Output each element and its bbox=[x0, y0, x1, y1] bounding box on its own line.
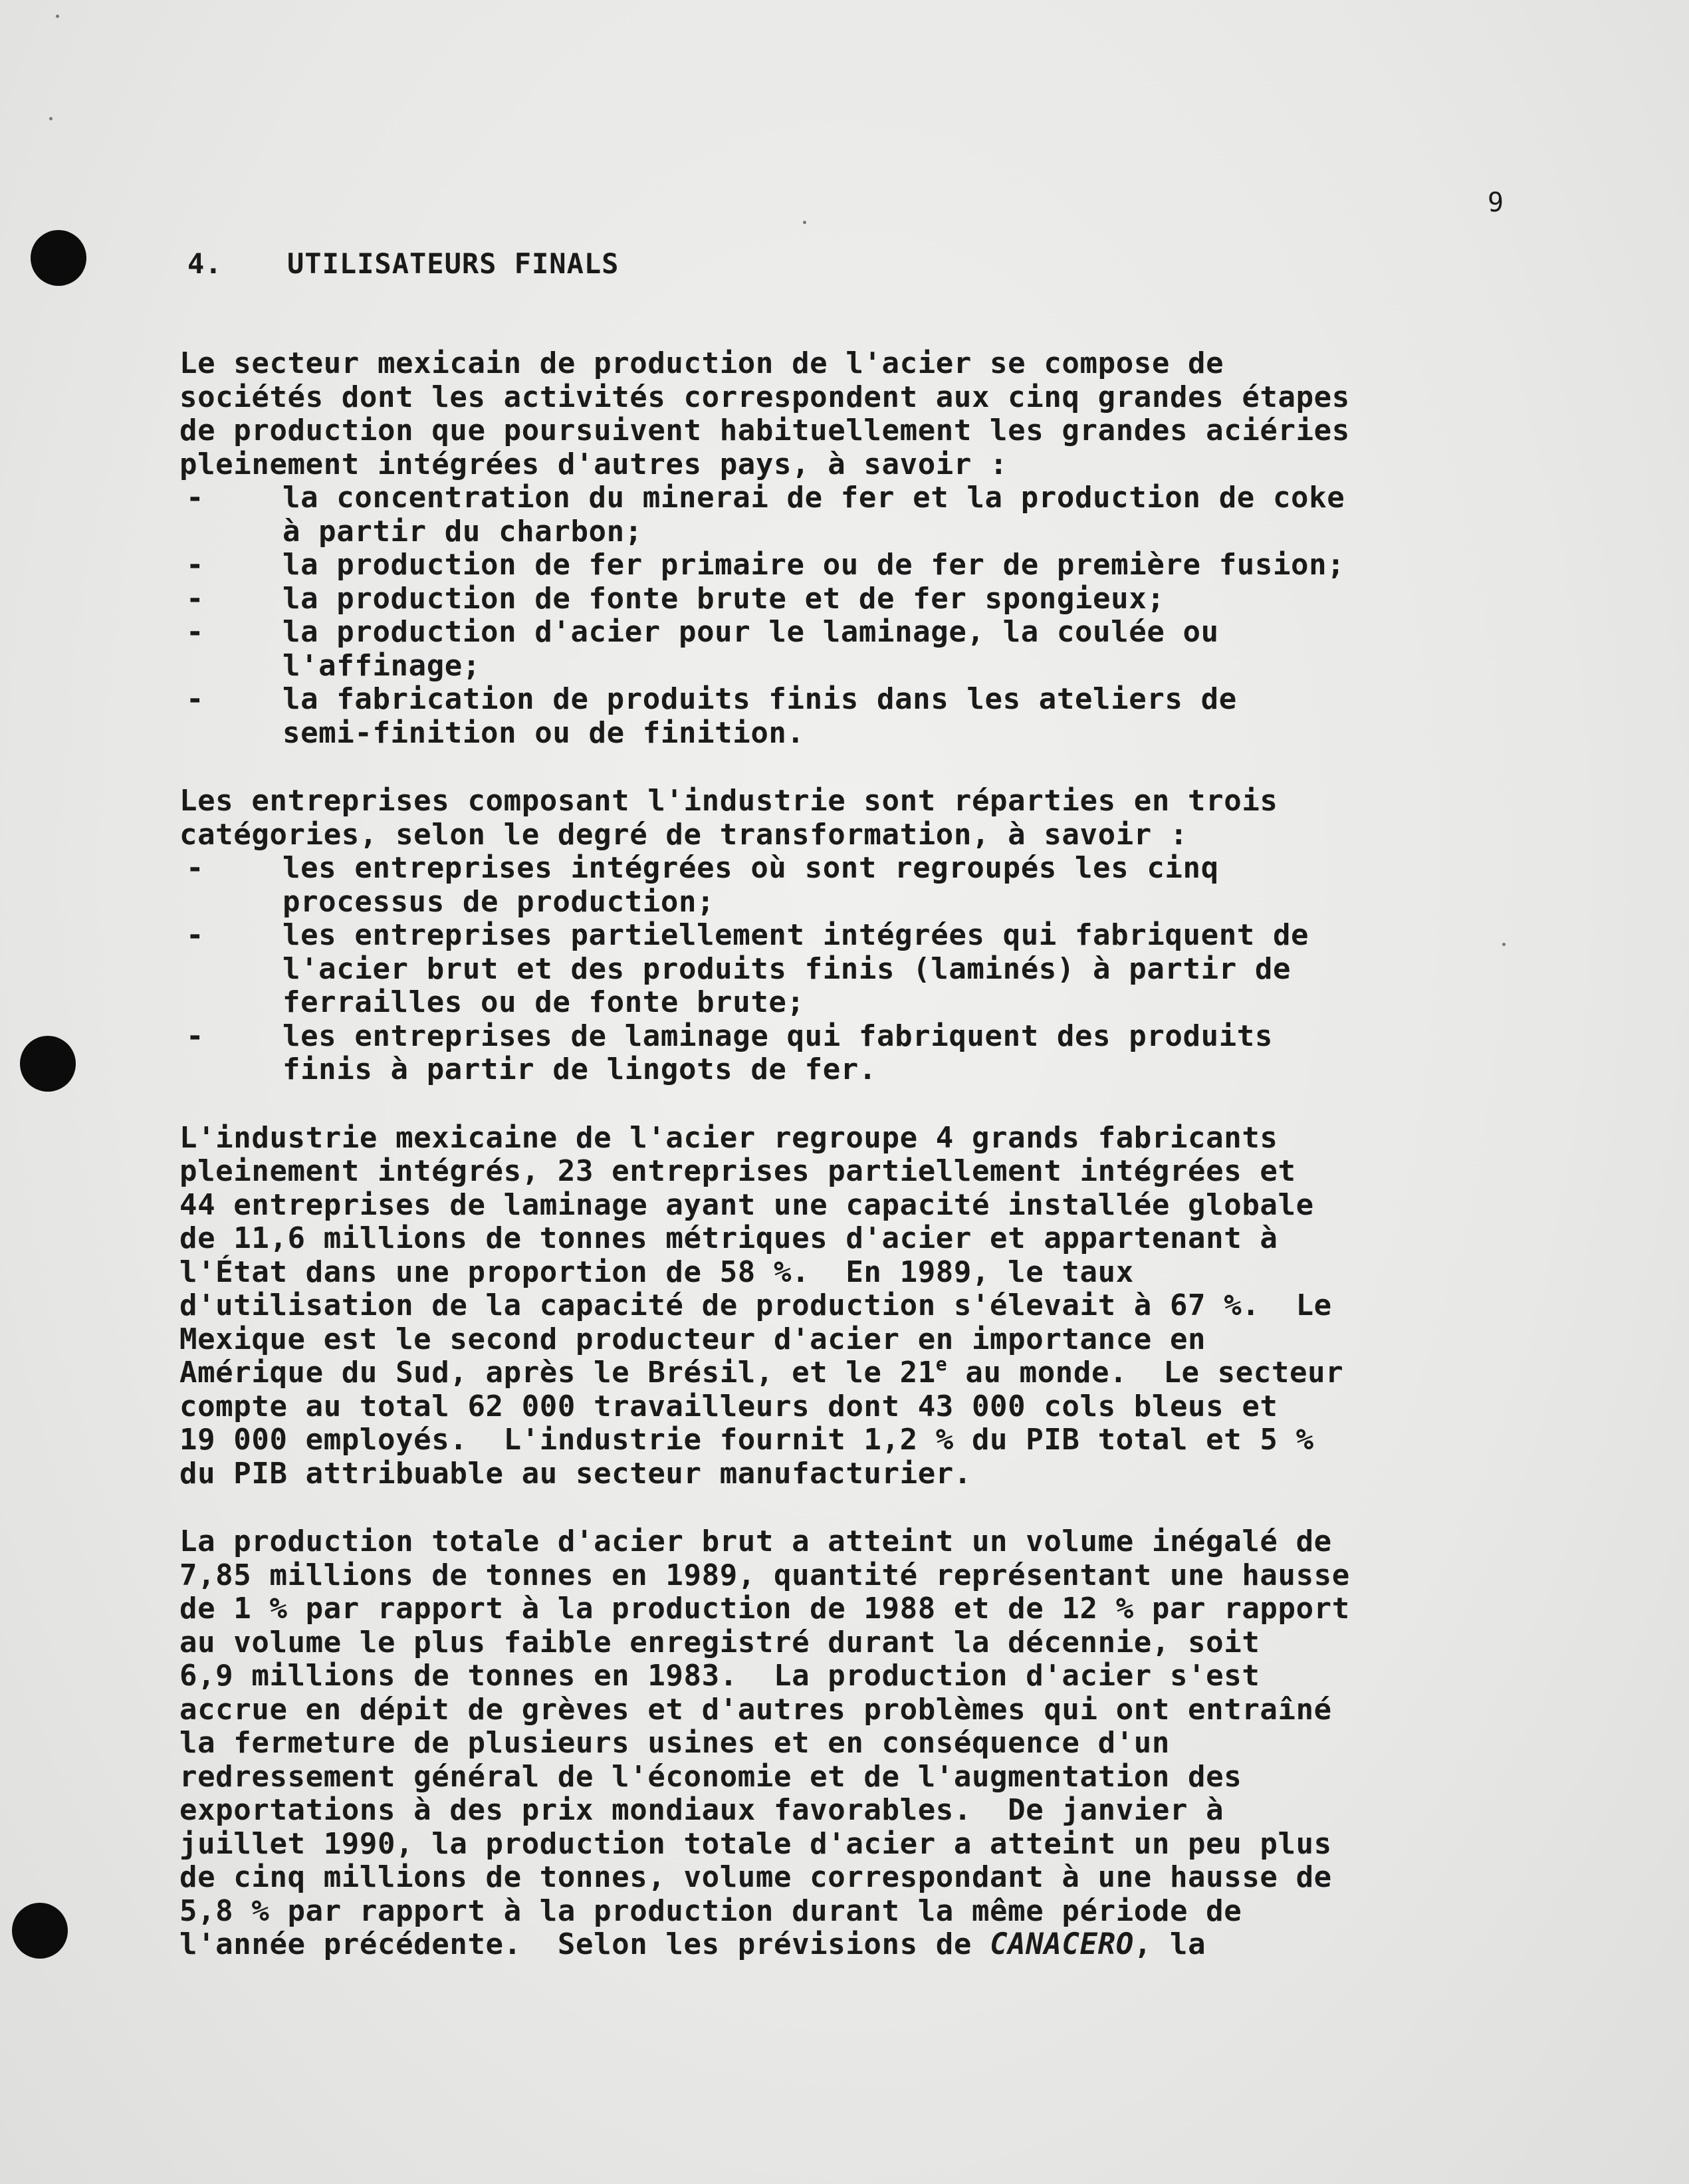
text-line: compte au total 62 000 travailleurs dont 43 000 cols bleus et bbox=[179, 1389, 1278, 1423]
organization-name: CANACERO bbox=[990, 1927, 1134, 1961]
text-line: l'acier brut et des produits finis (laminés) à partir de bbox=[282, 951, 1292, 986]
text-line: 19 000 employés. L'industrie fournit 1,2 % du PIB total et 5 % bbox=[179, 1423, 1314, 1457]
list-item bbox=[179, 919, 1516, 1020]
text-line: de 1 % par rapport à la production de 1988 et de 12 % par rapport bbox=[179, 1592, 1350, 1626]
text-line bbox=[179, 1353, 1516, 1390]
text-fragment: , la bbox=[1133, 1927, 1206, 1961]
text-line: Les entreprises composant l'industrie sont réparties en trois bbox=[179, 784, 1278, 818]
text-line: d'utilisation de la capacité de production s'élevait à 67 %. Le bbox=[179, 1288, 1332, 1322]
scan-speck bbox=[803, 221, 806, 224]
text-line: L'industrie mexicaine de l'acier regroupe 4 grands fabricants bbox=[179, 1120, 1278, 1155]
bullet-dash: - bbox=[186, 481, 205, 515]
text-line: à partir du charbon; bbox=[282, 514, 643, 548]
text-line: semi-finition ou de finition. bbox=[282, 715, 805, 750]
bullet-dash: - bbox=[186, 682, 205, 716]
punch-hole-top bbox=[31, 230, 86, 286]
text-line: les entreprises partiellement intégrées qui fabriquent de bbox=[282, 918, 1309, 952]
text-line: ferrailles ou de fonte brute; bbox=[282, 985, 805, 1019]
text-line: redressement général de l'économie et de l'augmentation des bbox=[179, 1759, 1242, 1794]
list-item bbox=[179, 1020, 1516, 1087]
list-item bbox=[179, 852, 1516, 919]
ordinal-superscript: e bbox=[935, 1353, 948, 1375]
bullet-dash: - bbox=[186, 918, 205, 952]
text-line: de production que poursuivent habituellement les grandes aciéries bbox=[179, 414, 1350, 447]
text-line: processus de production; bbox=[282, 884, 715, 919]
text-line: la production d'acier pour le laminage, la coulée ou bbox=[282, 615, 1219, 649]
list-item bbox=[179, 548, 1516, 582]
text-line: catégories, selon le degré de transformation, à savoir : bbox=[179, 817, 1188, 852]
text-line: de 11,6 millions de tonnes métriques d'acier et appartenant à bbox=[179, 1221, 1278, 1255]
list-item bbox=[179, 616, 1516, 683]
text-fragment: au monde. Le secteur bbox=[947, 1356, 1344, 1390]
text-line: les entreprises intégrées où sont regroupés les cinq bbox=[282, 851, 1219, 885]
text-fragment: Amérique du Sud, après le Brésil, et le 21 bbox=[179, 1356, 936, 1390]
text-line: la production de fonte brute et de fer spongieux; bbox=[282, 581, 1165, 616]
scan-speck bbox=[49, 117, 53, 120]
bullet-dash: - bbox=[186, 548, 205, 582]
paragraph-production-volume bbox=[179, 1525, 1516, 1962]
section-number: 4. bbox=[187, 247, 223, 280]
text-line: La production totale d'acier brut a atteint un volume inégalé de bbox=[179, 1524, 1332, 1558]
bullet-dash: - bbox=[186, 581, 205, 616]
text-line: pleinement intégrés, 23 entreprises partiellement intégrées et bbox=[179, 1154, 1296, 1188]
text-line bbox=[179, 1928, 1516, 1962]
text-line: 6,9 millions de tonnes en 1983. La production d'acier s'est bbox=[179, 1659, 1260, 1693]
paragraph-production-stages bbox=[179, 347, 1516, 750]
bullet-dash: - bbox=[186, 1019, 205, 1053]
list-item bbox=[179, 582, 1516, 616]
bullet-dash: - bbox=[186, 851, 205, 885]
paragraph-company-categories bbox=[179, 785, 1516, 1087]
punch-hole-middle bbox=[20, 1036, 76, 1092]
text-line: de cinq millions de tonnes, volume correspondant à une hausse de bbox=[179, 1860, 1332, 1894]
section-title: UTILISATEURS FINALS bbox=[287, 247, 619, 280]
list-item bbox=[179, 481, 1516, 548]
punch-hole-bottom bbox=[12, 1903, 68, 1959]
text-line: 44 entreprises de laminage ayant une capacité installée globale bbox=[179, 1187, 1314, 1222]
text-line: exportations à des prix mondiaux favorables. De janvier à bbox=[179, 1793, 1224, 1827]
text-line: l'affinage; bbox=[282, 648, 481, 683]
text-line: la fermeture de plusieurs usines et en conséquence d'un bbox=[179, 1726, 1170, 1760]
text-fragment: l'année précédente. Selon les prévisions de bbox=[179, 1927, 990, 1961]
text-line: la production de fer primaire ou de fer de première fusion; bbox=[282, 548, 1345, 582]
text-line: la fabrication de produits finis dans les ateliers de bbox=[282, 682, 1237, 716]
text-line: Le secteur mexicain de production de l'acier se compose de bbox=[179, 346, 1224, 380]
text-line: pleinement intégrées d'autres pays, à savoir : bbox=[179, 447, 1008, 481]
text-line: Mexique est le second producteur d'acier en importance en bbox=[179, 1322, 1206, 1356]
text-line: finis à partir de lingots de fer. bbox=[282, 1052, 877, 1086]
page-number: 9 bbox=[1488, 187, 1504, 218]
text-line: juillet 1990, la production totale d'acier a atteint un peu plus bbox=[179, 1826, 1332, 1861]
text-line: 5,8 % par rapport à la production durant la même période de bbox=[179, 1893, 1242, 1928]
paragraph-industry-overview bbox=[179, 1122, 1516, 1491]
scan-speck bbox=[56, 15, 59, 18]
section-heading bbox=[187, 247, 619, 280]
text-line: du PIB attribuable au secteur manufacturier. bbox=[179, 1456, 972, 1491]
text-line: au volume le plus faible enregistré durant la décennie, soit bbox=[179, 1625, 1260, 1659]
text-line: l'État dans une proportion de 58 %. En 1989, le taux bbox=[179, 1255, 1134, 1289]
list-item bbox=[179, 683, 1516, 750]
text-line: sociétés dont les activités correspondent aux cinq grandes étapes bbox=[179, 380, 1350, 414]
body-text bbox=[179, 347, 1516, 1997]
text-line: accrue en dépit de grèves et d'autres problèmes qui ont entraîné bbox=[179, 1692, 1332, 1727]
text-line: les entreprises de laminage qui fabriquent des produits bbox=[282, 1019, 1273, 1053]
text-line: 7,85 millions de tonnes en 1989, quantité représentant une hausse bbox=[179, 1558, 1350, 1592]
text-line: la concentration du minerai de fer et la production de coke bbox=[282, 481, 1345, 515]
bullet-dash: - bbox=[186, 615, 205, 649]
